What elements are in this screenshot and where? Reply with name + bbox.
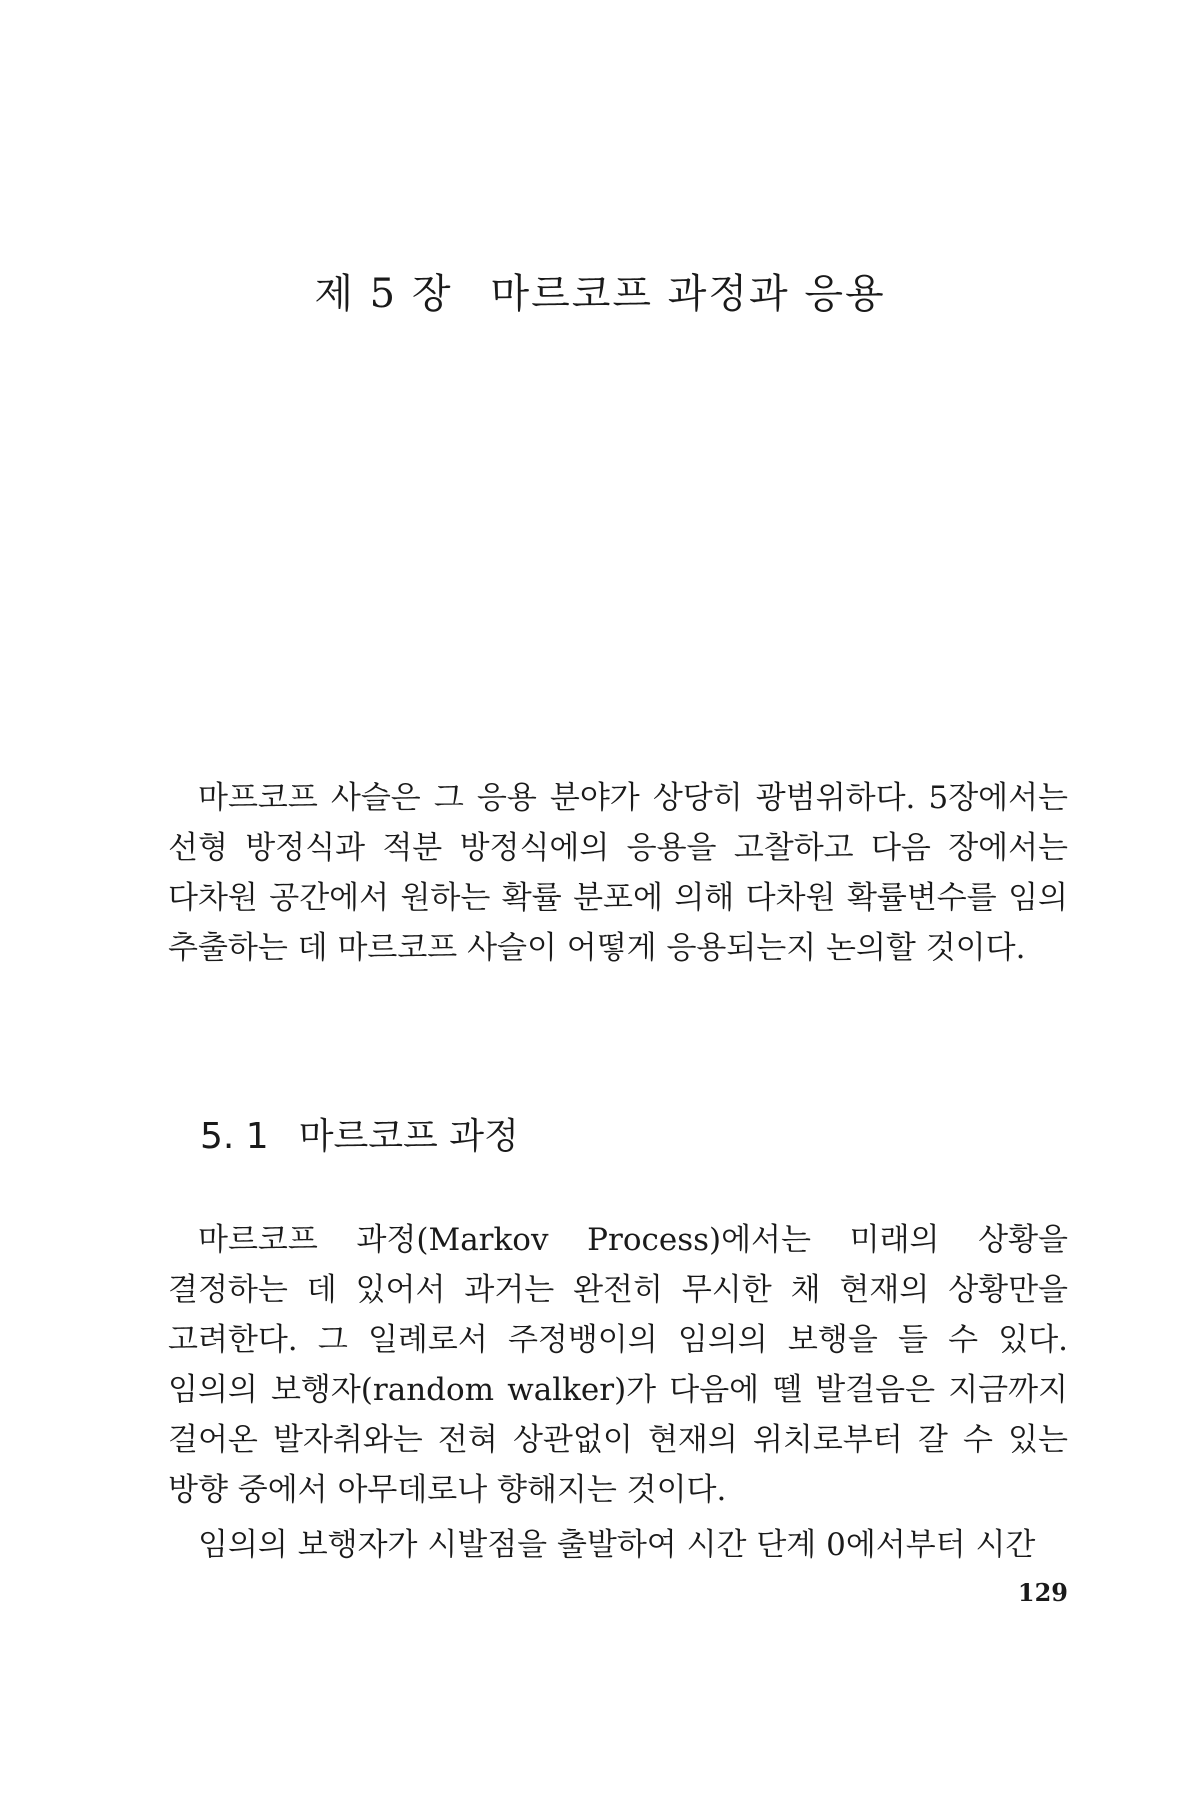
intro-block — [168, 773, 1068, 973]
body-paragraph-1: 마르코프 과정(Markov Process)에서는 미래의 상황을 결정하는 데 있어서 과거는 완전히 무시한 채 현재의 상황만을 고려한다. 그 일례로서 주정뱅이의 임의의 보행을 들 수 있다. 임의의 보행자(random walker)가 다음에 뗄 발걸음은 지금까지 걸어온 발자취와는 전혀 상관없이 현재의 위치로부터 갈 수 있는 방향 중에서 아무데로나 향해지는 것이다. — [168, 1222, 1068, 1508]
page-number: 129 — [1017, 1578, 1068, 1607]
body-block-2 — [168, 1520, 1068, 1570]
section-number: 5. 1 — [200, 1116, 269, 1157]
chapter-number: 제 5 장 — [314, 271, 453, 317]
body-block — [168, 1215, 1068, 1515]
section-title: 마르코프 과정 — [298, 1116, 519, 1157]
section-heading — [200, 1108, 519, 1159]
body-paragraph-2: 임의의 보행자가 시발점을 출발하여 시간 단계 0에서부터 시간 — [198, 1527, 1036, 1563]
chapter-title — [0, 262, 1200, 319]
intro-paragraph: 마프코프 사슬은 그 응용 분야가 상당히 광범위하다. 5장에서는 선형 방정식과 적분 방정식에의 응용을 고찰하고 다음 장에서는 다차원 공간에서 원하는 확률 분포에 의해 다차원 확률변수를 임의 추출하는 데 마르코프 사슬이 어떻게 응용되는지 논의할 것이다. — [168, 780, 1068, 966]
chapter-title-text: 마르코프 과정과 응용 — [490, 271, 886, 317]
